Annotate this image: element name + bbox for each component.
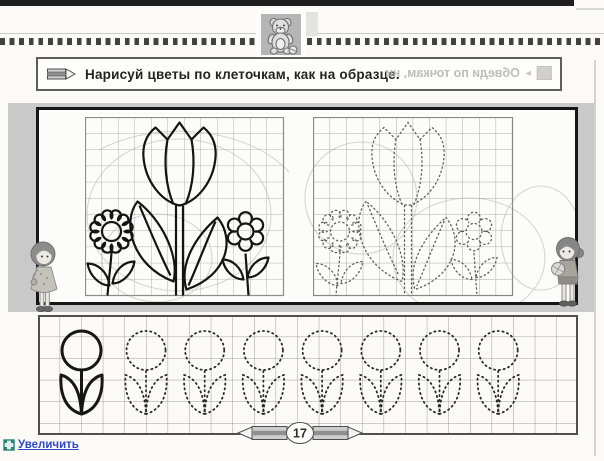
bear-frame xyxy=(261,14,301,55)
girl-right-illustration xyxy=(541,236,599,316)
worksheet-panel xyxy=(36,107,578,305)
bleedthrough-icon xyxy=(537,66,552,80)
instruction-text: Нарисуй цветы по клеточкам, как на образце. xyxy=(85,66,400,82)
pencil-icon xyxy=(47,66,77,82)
page-number: 17 xyxy=(293,426,307,441)
enlarge-icon[interactable] xyxy=(3,439,15,451)
bleedthrough-text: Обведи по точкам, ни xyxy=(385,66,521,80)
pencil-left-tip-icon xyxy=(238,427,252,439)
enlarge-link-row xyxy=(3,439,79,451)
teddy-bear-icon xyxy=(261,14,301,55)
example-grid xyxy=(85,117,285,297)
page-number-ribbon xyxy=(236,420,364,446)
bleedthrough-arrow-icon: ► xyxy=(524,68,533,78)
page-edge-line xyxy=(594,60,596,456)
pencil-right-tip-icon xyxy=(348,427,362,439)
tracing-grid xyxy=(313,117,514,297)
bleedthrough-text-block xyxy=(385,66,552,80)
top-border-bar xyxy=(0,0,574,6)
instruction-box xyxy=(36,57,562,91)
practice-strip xyxy=(38,315,578,435)
girl-left-illustration xyxy=(14,240,70,316)
bear-tab xyxy=(256,8,306,58)
enlarge-link[interactable]: Увеличить xyxy=(18,439,79,451)
top-border-tail xyxy=(576,8,604,10)
